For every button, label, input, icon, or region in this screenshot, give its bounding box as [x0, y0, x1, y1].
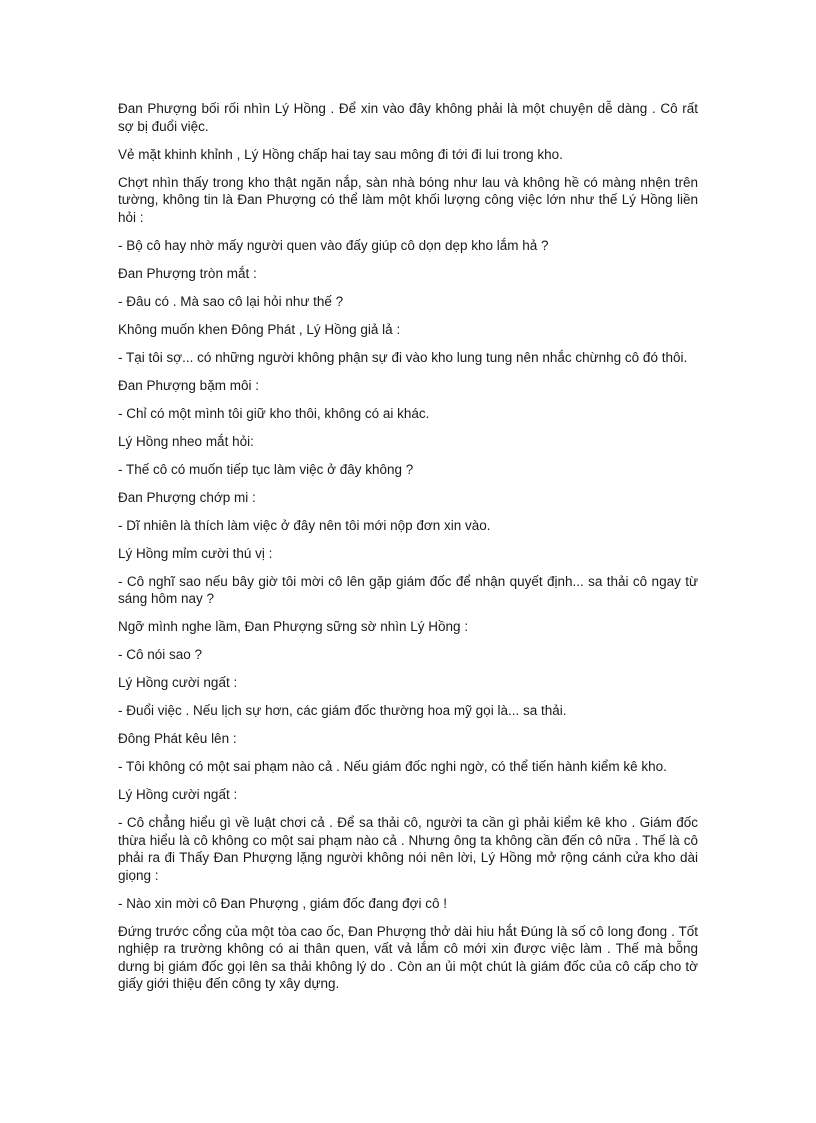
paragraph-9: Đan Phượng bặm môi : [118, 377, 259, 393]
paragraph-2: Vẻ mặt khinh khỉnh , Lý Hồng chấp hai tay sau mông đi tới đi lui trong kho. [118, 146, 563, 162]
document-page [118, 100, 698, 1003]
paragraph-26: Đứng trước cổng của một tòa cao ốc, Đan Phượng thở dài hiu hắt Đúng là số cô long đong . Tốt nghiệp ra trường không có ai thân quen, vất vả lắm cô mới xin được việc làm . Thế mà bỗng dưng bị giám đốc gọi lên sa thải không lý do . Còn an ủi một chút là giám đốc của cô cấp cho tờ giấy giới thiệu đến công ty xây dựng. [118, 923, 698, 991]
paragraph-14: - Dĩ nhiên là thích làm việc ở đây nên tôi mới nộp đơn xin vào. [118, 517, 491, 533]
paragraph-23: Lý Hồng cười ngất : [118, 787, 238, 802]
paragraph-25: - Nào xin mời cô Đan Phượng , giám đốc đang đợi cô ! [118, 895, 447, 911]
paragraph-18: - Cô nói sao ? [118, 647, 203, 662]
paragraph-21: Đông Phát kêu lên : [118, 731, 237, 746]
paragraph-16: - Cô nghĩ sao nếu bây giờ tôi mời cô lên gặp giám đốc để nhận quyết định... sa thải cô ngay từ sáng hôm nay ? [118, 573, 698, 606]
paragraph-3: Chợt nhìn thấy trong kho thật ngăn nắp, sàn nhà bóng như lau và không hề có màng nhện trên tường, không tin là Đan Phượng có thể làm một khối lượng công việc lớn như thế Lý Hồng liền hỏi : [118, 174, 698, 225]
paragraph-4: - Bộ cô hay nhờ mấy người quen vào đấy giúp cô dọn dẹp kho lắm hả ? [118, 237, 549, 253]
paragraph-10: - Chỉ có một mình tôi giữ kho thôi, không có ai khác. [118, 405, 430, 421]
paragraph-20: - Đuổi việc . Nếu lịch sự hơn, các giám đốc thường hoa mỹ gọi là... sa thải. [118, 703, 567, 718]
paragraph-17: Ngỡ mình nghe lầm, Đan Phượng sững sờ nhìn Lý Hồng : [118, 619, 469, 634]
paragraph-13: Đan Phượng chớp mi : [118, 489, 256, 505]
paragraph-5: Đan Phượng tròn mắt : [118, 265, 257, 281]
paragraph-11: Lý Hồng nheo mắt hỏi: [118, 433, 254, 449]
paragraph-24: - Cô chẳng hiểu gì về luật chơi cả . Để sa thải cô, người ta cần gì phải kiểm kê kho . Giám đốc thừa hiểu là cô không co một sai phạm nào cả . Nhưng ông ta không cần đến cô nữa . Thế là cô phải ra đi Thấy Đan Phượng lặng người không nói nên lời, Lý Hồng mở rộng cánh cửa kho dài giọng : [118, 815, 698, 883]
paragraph-7: Không muốn khen Đông Phát , Lý Hồng giả lả : [118, 321, 401, 337]
paragraph-6: - Đâu có . Mà sao cô lại hỏi như thế ? [118, 293, 344, 309]
paragraph-12: - Thế cô có muốn tiếp tục làm việc ở đây không ? [118, 461, 414, 477]
paragraph-22: - Tôi không có một sai phạm nào cả . Nếu giám đốc nghi ngờ, có thể tiến hành kiểm kê kho. [118, 759, 667, 774]
paragraph-19: Lý Hồng cười ngất : [118, 675, 238, 690]
paragraph-15: Lý Hồng mỉm cười thú vị : [118, 545, 273, 561]
paragraph-1: Đan Phượng bối rối nhìn Lý Hồng . Để xin vào đây không phải là một chuyện dễ dàng . Cô rất sợ bị đuổi việc. [118, 101, 698, 134]
paragraph-8: - Tại tôi sợ... có những người không phận sự đi vào kho lung tung nên nhắc chừnhg cô đó thôi. [118, 349, 688, 365]
